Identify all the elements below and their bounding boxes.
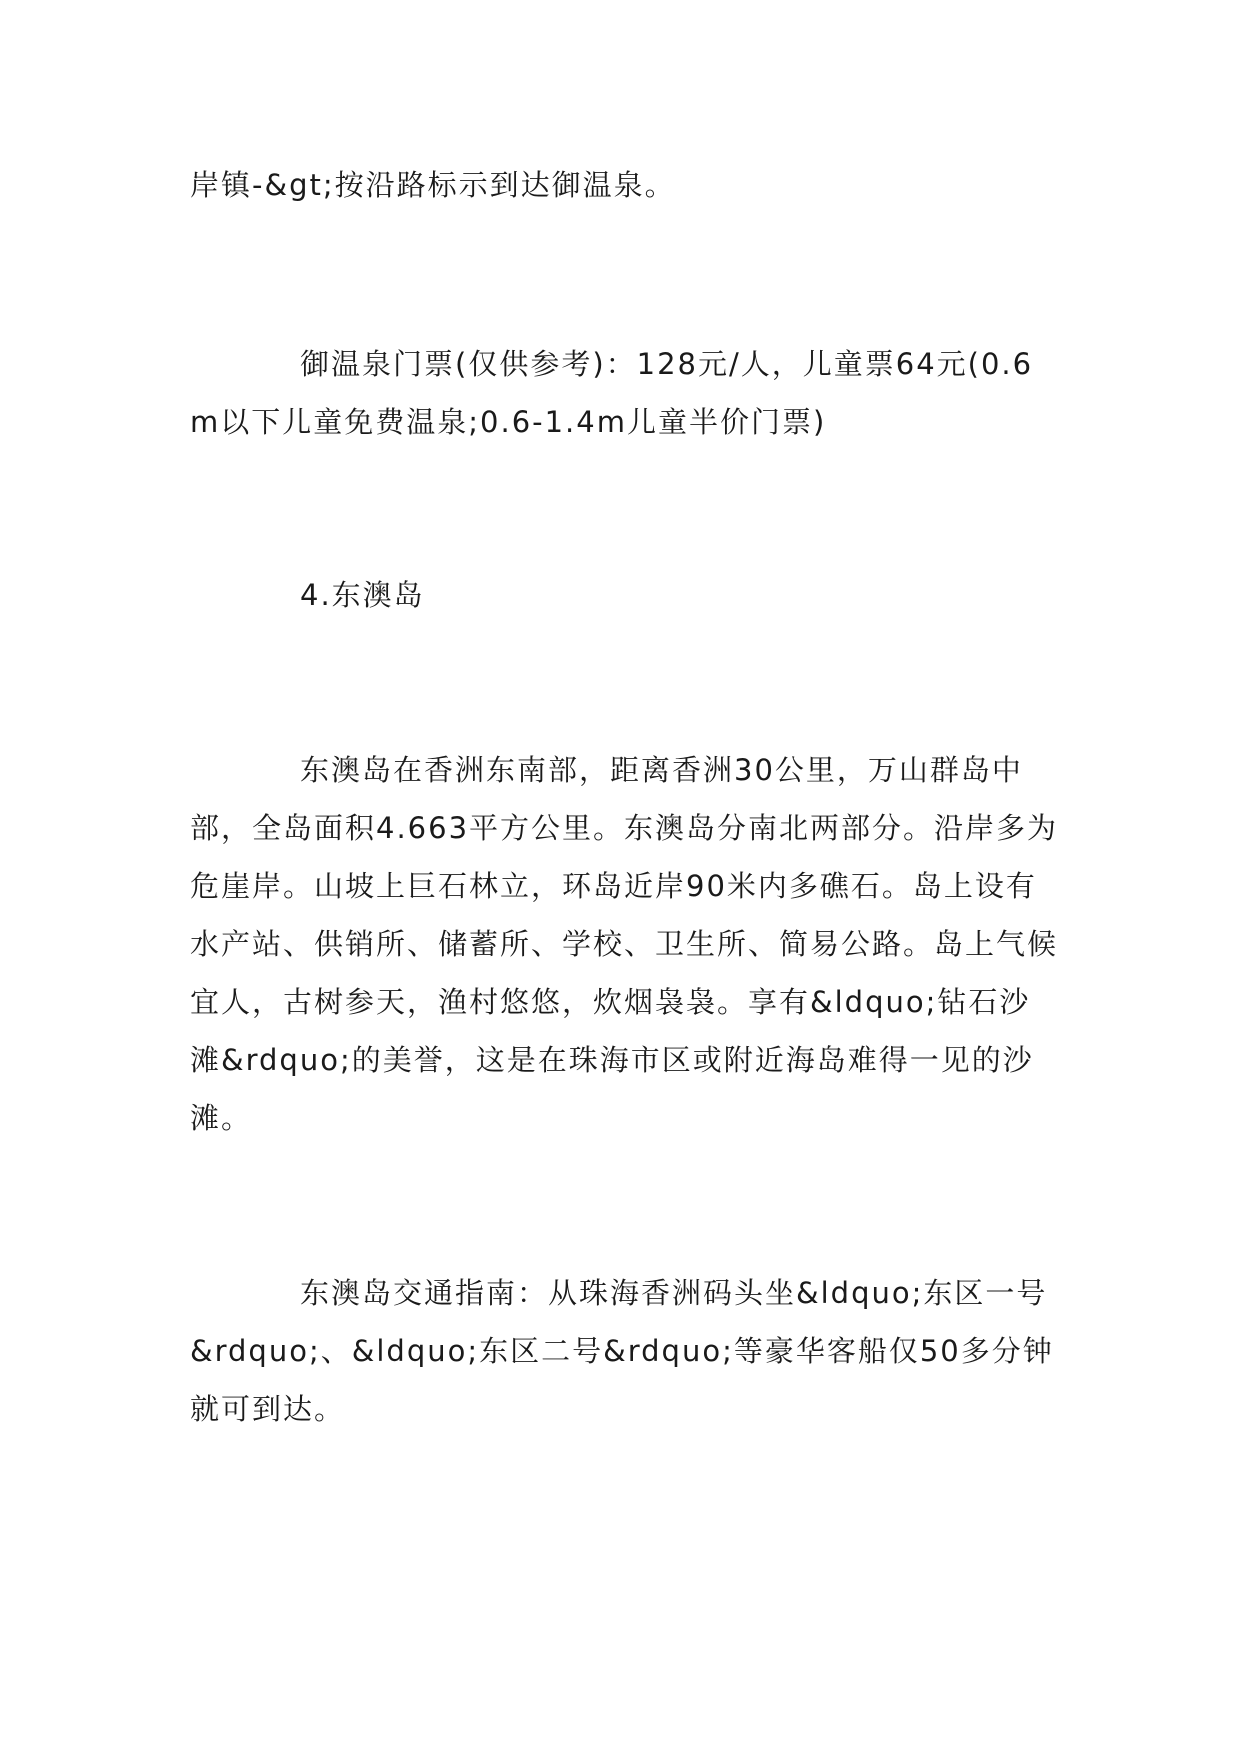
paragraph-hot-spring-tickets: 御温泉门票(仅供参考)：128元/人，儿童票64元(0.6m以下儿童免费温泉;0.6-1.4m儿童半价门票) <box>190 347 1034 439</box>
section-heading-dongao-island: 4.东澳岛 <box>300 578 425 612</box>
paragraph-route-continuation: 岸镇-&gt;按沿路标示到达御温泉。 <box>190 168 676 202</box>
paragraph-dongao-description: 东澳岛在香洲东南部，距离香洲30公里，万山群岛中部，全岛面积4.663平方公里。东澳岛分南北两部分。沿岸多为危崖岸。山坡上巨石林立，环岛近岸90米内多礁石。岛上设有水产站、供销所、储蓄所、学校、卫生所、简易公路。岛上气候宜人，古树参天，渔村悠悠，炊烟袅袅。享有&ldquo;钻石沙滩&rdquo;的美誉，这是在珠海市区或附近海岛难得一见的沙滩。 <box>190 753 1059 1135</box>
paragraph-dongao-transport: 东澳岛交通指南：从珠海香洲码头坐&ldquo;东区一号&rdquo;、&ldquo;东区二号&rdquo;等豪华客船仅50多分钟就可到达。 <box>190 1276 1054 1426</box>
